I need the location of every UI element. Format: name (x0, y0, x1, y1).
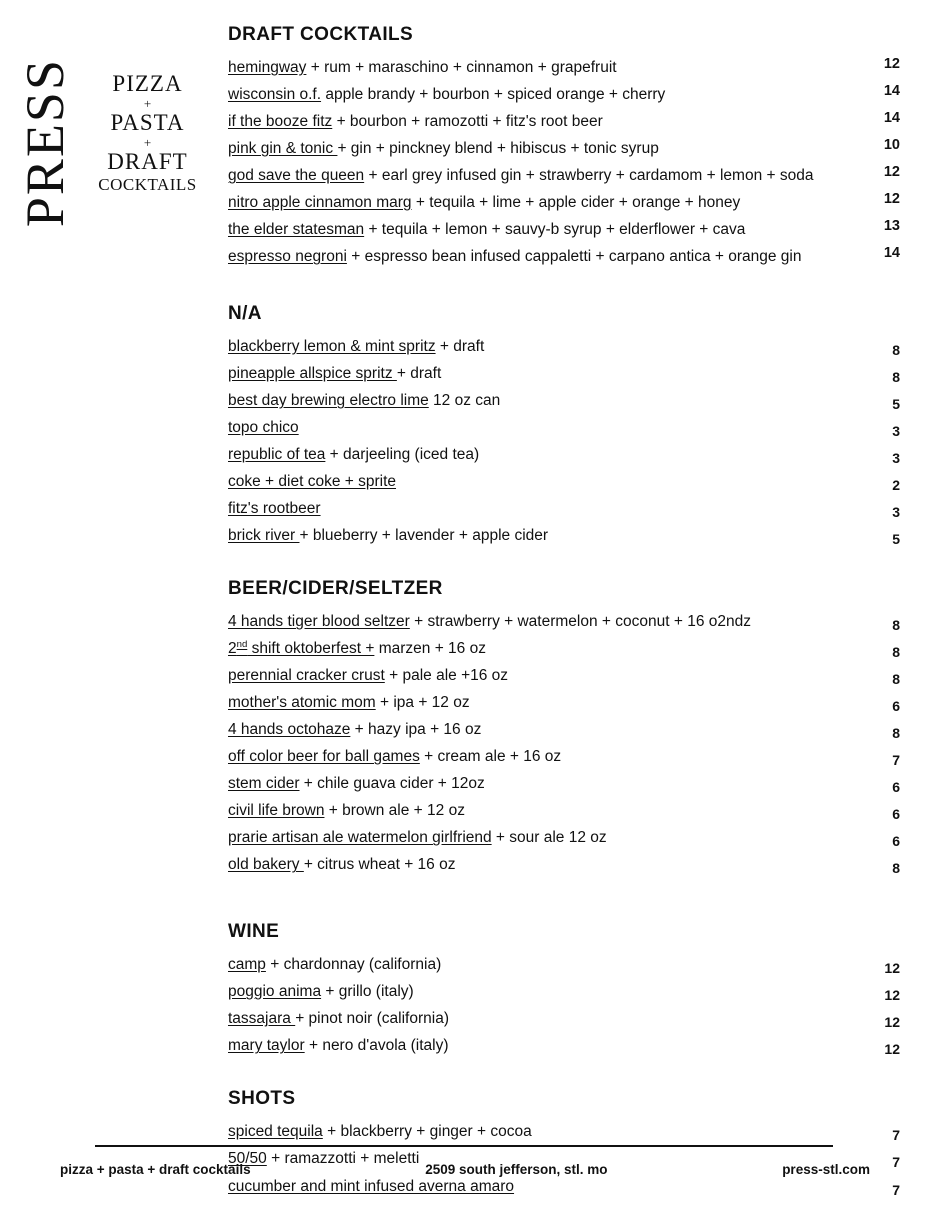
section-beer-cider-seltzer (228, 578, 900, 877)
menu-item-name (228, 640, 374, 657)
menu-item-name: tassajara (228, 1010, 296, 1028)
menu-item-desc: + citrus wheat + 16 oz (303, 856, 456, 874)
menu-item-desc: + bourbon + ramozotti + fitz's root beer (332, 113, 603, 131)
menu-item-price: 12 (884, 1014, 900, 1031)
menu-item-text (228, 191, 872, 215)
menu-item (228, 416, 900, 440)
menu-item-text (228, 497, 872, 521)
menu-item-name: old bakery (228, 856, 304, 874)
section-title: SHOTS (228, 1088, 296, 1110)
menu-item (228, 389, 900, 413)
menu-item-desc: + nero d'avola (italy) (304, 1037, 449, 1055)
menu-item-price: 3 (892, 423, 900, 440)
footer-website: press-stl.com (782, 1162, 870, 1177)
menu-item-desc: + ipa + 12 oz (375, 694, 470, 712)
section-title: WINE (228, 921, 280, 943)
menu-item-price: 8 (892, 369, 900, 386)
menu-item-text (228, 718, 872, 742)
menu-item-price: 8 (892, 671, 900, 688)
menu-item (228, 772, 900, 796)
menu-item-name: perennial cracker crust (228, 667, 385, 685)
menu-item-text (228, 524, 872, 548)
menu-item-desc: + grillo (italy) (321, 983, 414, 1001)
menu-item (228, 164, 900, 188)
menu-item-price: 8 (892, 860, 900, 877)
menu-item (228, 335, 900, 359)
menu-item-price: 6 (892, 779, 900, 796)
menu-item-desc: + pinot noir (california) (295, 1010, 449, 1028)
menu-item-desc: marzen + 16 oz (374, 640, 486, 658)
menu-item-name: fitz's rootbeer (228, 500, 321, 518)
menu-item (228, 137, 900, 161)
masthead-plus-2: + (143, 134, 152, 150)
menu-item-text (228, 218, 872, 242)
menu-item (228, 470, 900, 494)
menu-item (228, 745, 900, 769)
menu-item-desc: + rum + maraschino + cinnamon + grapefruit (306, 59, 617, 76)
menu-item-text (228, 664, 872, 688)
masthead-tagline (85, 72, 210, 194)
menu-item-price: 12 (883, 191, 900, 208)
menu-item-name: 4 hands tiger blood seltzer (228, 613, 410, 631)
menu-item-price: 5 (892, 531, 900, 548)
menu-item-price: 12 (884, 1041, 900, 1058)
menu-item-text (228, 1175, 872, 1199)
menu-item-price: 8 (892, 342, 900, 359)
menu-item-name: wisconsin o.f. (228, 86, 322, 104)
menu-item-price: 6 (892, 698, 900, 715)
menu-item-text (228, 1007, 872, 1031)
section-shots (228, 1088, 900, 1198)
footer-address: 2509 south jefferson, stl. mo (425, 1162, 608, 1177)
menu-item-name: brick river (228, 527, 300, 545)
menu-item-price: 7 (892, 1181, 900, 1198)
menu-item-text (228, 691, 872, 715)
menu-item-price: 3 (892, 504, 900, 521)
menu-item-desc: + chardonnay (california) (265, 956, 442, 974)
menu-item-text (228, 245, 872, 269)
menu-item-text (228, 164, 872, 188)
menu-item-desc: + ramazzotti + meletti (266, 1150, 420, 1168)
masthead-plus-1: + (143, 95, 152, 111)
menu-item (228, 637, 900, 661)
menu-item-name: spiced tequila (228, 1123, 323, 1141)
menu-item (228, 1120, 900, 1144)
menu-item-price: 12 (883, 56, 900, 72)
menu-item-desc: + draft (435, 338, 485, 356)
menu-item-name-number: 2 (228, 640, 237, 658)
menu-item-desc: + chile guava cider + 12oz (299, 775, 485, 793)
menu-item-text (228, 137, 872, 161)
menu-item-price: 14 (883, 245, 900, 262)
menu-item-name: hemingway (228, 59, 307, 76)
menu-item (228, 826, 900, 850)
menu-item (228, 1034, 900, 1058)
menu-item-desc: + gin + pinckney blend + hibiscus + tonic syrup (337, 140, 659, 158)
menu-item-text (228, 826, 872, 850)
menu-item (228, 1175, 900, 1199)
menu-item-desc: apple brandy + bourbon + spiced orange + cherry (321, 86, 666, 104)
menu-item-desc: + darjeeling (iced tea) (325, 446, 480, 464)
menu-item-price: 8 (892, 617, 900, 634)
menu-item-price: 6 (892, 833, 900, 850)
menu-item-text (228, 470, 872, 494)
menu-item-name: best day brewing electro lime (228, 392, 429, 410)
menu-item-text (228, 443, 872, 467)
menu-item-text (228, 362, 872, 386)
menu-item (228, 799, 900, 823)
masthead-line-cocktails: COCKTAILS (98, 175, 197, 195)
menu-item (228, 718, 900, 742)
menu-item-desc: + draft (396, 365, 442, 383)
menu-item (228, 443, 900, 467)
menu-item-desc: + espresso bean infused cappaletti + carpano antica + orange gin (346, 248, 802, 266)
menu-item-desc: + tequila + lime + apple cider + orange + honey (411, 194, 741, 212)
menu-item (228, 110, 900, 134)
masthead-line-draft: DRAFT (107, 149, 188, 175)
menu-item-text (228, 772, 872, 796)
menu-item-name: if the booze fitz (228, 113, 333, 131)
menu-item-name: topo chico (228, 419, 299, 437)
menu-item-price: 7 (892, 752, 900, 769)
menu-item (228, 83, 900, 107)
menu-item-name-ordinal: nd (236, 639, 248, 651)
menu-item (228, 245, 900, 269)
menu-item-name: coke + diet coke + sprite (228, 473, 397, 491)
menu-item-name: the elder statesman (228, 221, 365, 239)
menu-item-price: 10 (883, 137, 900, 154)
menu-item-name: 50/50 (228, 1150, 267, 1168)
menu-item-price: 12 (884, 987, 900, 1004)
menu-item-text (228, 83, 872, 107)
menu-item-price: 12 (884, 960, 900, 977)
menu-item-name: nitro apple cinnamon marg (228, 194, 412, 212)
menu-item (228, 362, 900, 386)
menu-item (228, 691, 900, 715)
section-wine (228, 921, 900, 1058)
menu-item (228, 853, 900, 877)
menu-item-name: civil life brown (228, 802, 325, 820)
menu-item (228, 218, 900, 242)
menu-item-text (228, 745, 872, 769)
menu-item-text (228, 110, 872, 134)
menu-item-desc: + tequila + lemon + sauvy-b syrup + elderflower + cava (364, 221, 746, 239)
menu-item-name: pineapple allspice spritz (228, 365, 397, 383)
menu-item-price: 3 (892, 450, 900, 467)
footer-divider (95, 1145, 833, 1147)
menu-item-desc: + strawberry + watermelon + coconut + 16 o2ndz (409, 613, 752, 631)
menu-item-name: camp (228, 956, 266, 974)
section-draft-cocktails (228, 24, 900, 269)
menu-item-desc: + blackberry + ginger + cocoa (322, 1123, 532, 1141)
menu-item-desc: + sour ale 12 oz (491, 829, 607, 847)
menu-item-text (228, 1034, 872, 1058)
masthead-line-pasta: PASTA (110, 110, 185, 136)
menu-item-desc: + pale ale +16 oz (384, 667, 509, 685)
masthead (0, 0, 225, 1120)
footer (60, 1162, 870, 1177)
brand-wordmark: PRESS (15, 58, 75, 228)
menu-item-name: mary taylor (228, 1037, 305, 1055)
menu-item-text (228, 953, 872, 977)
menu-item-desc: 12 oz can (428, 392, 501, 410)
menu-item-price: 7 (892, 1127, 900, 1144)
menu-item (228, 524, 900, 548)
menu-item (228, 953, 900, 977)
menu-item-name: prarie artisan ale watermelon girlfriend (228, 829, 492, 847)
menu-item-name: cucumber and mint infused averna amaro (228, 1177, 515, 1195)
menu-item-text (228, 799, 872, 823)
menu-item-text (228, 853, 872, 877)
menu-item-name: blackberry lemon & mint spritz (228, 338, 436, 356)
menu-item-text (228, 416, 872, 440)
footer-tagline: pizza + pasta + draft cocktails (60, 1162, 251, 1177)
menu-item-price: 14 (883, 110, 900, 127)
menu-item-price: 5 (892, 396, 900, 413)
menu-item-price: 7 (892, 1154, 900, 1171)
menu-item (228, 56, 900, 80)
menu-item-price: 13 (883, 218, 900, 235)
menu-item-price: 12 (883, 164, 900, 181)
masthead-line-pizza: PIZZA (112, 71, 183, 96)
menu-item-name: mother's atomic mom (228, 694, 376, 712)
menu-item (228, 1007, 900, 1031)
menu-item-text (228, 1120, 872, 1144)
menu-item-price: 14 (883, 83, 900, 100)
menu-item-name: poggio anima (228, 983, 322, 1001)
menu-item (228, 980, 900, 1004)
menu-item-text (228, 56, 872, 80)
menu-item-name: pink gin & tonic (228, 140, 338, 158)
section-title: N/A (228, 303, 262, 325)
menu-body (228, 24, 900, 1205)
menu-item-name-rest: shift oktoberfest + (247, 640, 375, 658)
section-title: BEER/CIDER/SELTZER (228, 578, 443, 600)
menu-item-name: off color beer for ball games (228, 748, 420, 766)
menu-item-name: espresso negroni (228, 248, 347, 266)
menu-item-text (228, 980, 872, 1004)
menu-item-text (228, 389, 872, 413)
section-title: DRAFT COCKTAILS (228, 24, 414, 45)
menu-item-price: 6 (892, 806, 900, 823)
menu-item (228, 191, 900, 215)
menu-item (228, 664, 900, 688)
menu-item-text (228, 610, 872, 634)
menu-item-desc: + hazy ipa + 16 oz (350, 721, 482, 739)
menu-item-name: 4 hands octohaze (228, 721, 351, 739)
menu-item (228, 610, 900, 634)
menu-item-price: 8 (892, 725, 900, 742)
menu-item-desc: + brown ale + 12 oz (324, 802, 465, 820)
menu-item (228, 497, 900, 521)
menu-item-name: republic of tea (228, 446, 326, 464)
menu-item-name: god save the queen (228, 167, 365, 185)
menu-item-price: 8 (892, 644, 900, 661)
menu-item-price: 2 (892, 477, 900, 494)
menu-item-text (228, 637, 872, 661)
menu-item-desc: + blueberry + lavender + apple cider (299, 527, 549, 545)
menu-item-desc: + cream ale + 16 oz (419, 748, 562, 766)
section-na (228, 303, 900, 548)
menu-item-desc: + earl grey infused gin + strawberry + cardamom + lemon + soda (364, 167, 814, 185)
menu-item-text (228, 335, 872, 359)
menu-item-name: stem cider (228, 775, 300, 793)
